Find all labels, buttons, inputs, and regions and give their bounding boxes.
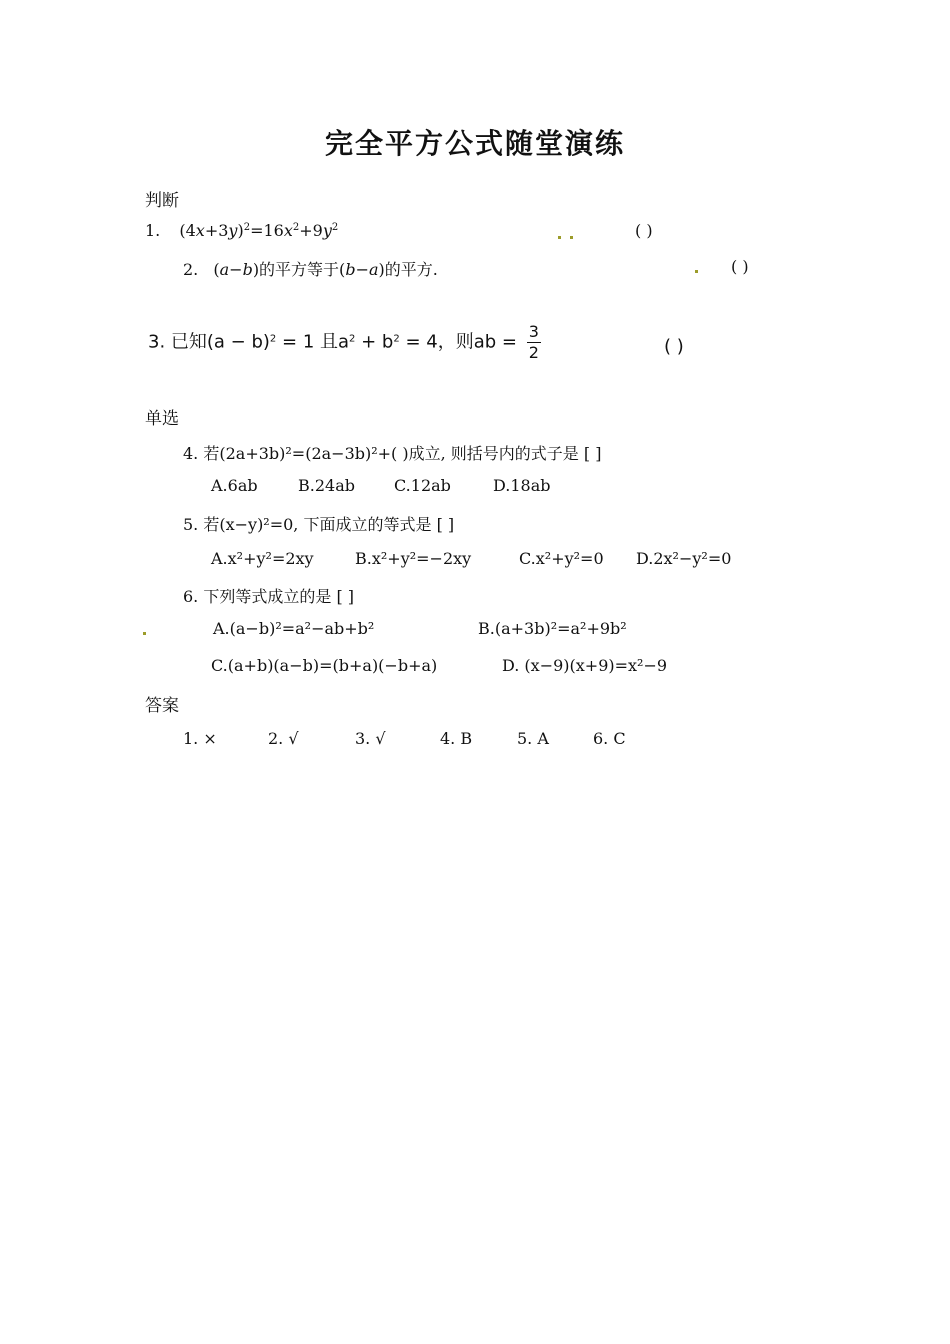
- scan-dot: [570, 236, 573, 239]
- section-judge-heading: 判断: [145, 191, 179, 211]
- question-3: 3. 已知$(a - b)^2 = 1$ 且$a^2 + b^2 = 4$，则ab = $\frac{3}{2}$: [148, 322, 539, 362]
- question-1: 1. $(4x+3y)^2=16x^2+9y^2$: [145, 221, 339, 240]
- section-single-heading: 单选: [145, 409, 179, 429]
- section-answer-heading: 答案: [145, 696, 179, 716]
- question-5-option-c[interactable]: C.x²+y²=0: [519, 549, 604, 568]
- question-4-stem: 4. 若(2a+3b)²=(2a−3b)²+( )成立, 则括号内的式子是 [ ]: [183, 444, 602, 463]
- answer-2: 2. √: [268, 729, 299, 748]
- answer-blank-1[interactable]: ( ): [635, 221, 653, 240]
- answer-blank-3[interactable]: ( ): [664, 336, 684, 357]
- answer-3: 3. √: [355, 729, 386, 748]
- scan-dot: [558, 236, 561, 239]
- question-4-option-c[interactable]: C.12ab: [394, 476, 451, 495]
- question-5-option-d[interactable]: D.2x²−y²=0: [636, 549, 732, 568]
- answer-blank-2[interactable]: ( ): [731, 257, 749, 276]
- question-6-stem: 6. 下列等式成立的是 [ ]: [183, 587, 355, 606]
- scan-dot: [143, 632, 146, 635]
- scan-dot: [695, 270, 698, 273]
- question-6-option-a[interactable]: A.(a−b)²=a²−ab+b²: [213, 619, 375, 638]
- fraction: $\frac{3}{2}$: [528, 322, 539, 362]
- question-5-stem: 5. 若(x−y)²=0, 下面成立的等式是 [ ]: [183, 515, 455, 534]
- question-6-option-b[interactable]: B.(a+3b)²=a²+9b²: [478, 619, 627, 638]
- answer-4: 4. B: [440, 729, 473, 748]
- question-5-option-a[interactable]: A.x²+y²=2xy: [211, 549, 314, 568]
- answer-5: 5. A: [517, 729, 549, 748]
- answer-6: 6. C: [593, 729, 626, 748]
- question-6-option-c[interactable]: C.(a+b)(a−b)=(b+a)(−b+a): [211, 656, 438, 675]
- question-5-option-b[interactable]: B.x²+y²=−2xy: [355, 549, 472, 568]
- question-4-option-d[interactable]: D.18ab: [493, 476, 551, 495]
- question-4-option-b[interactable]: B.24ab: [298, 476, 355, 495]
- page-title: 完全平方公式随堂演练: [324, 127, 625, 160]
- question-2: 2. (a−b)的平方等于(b−a)的平方.: [183, 260, 438, 279]
- question-4-option-a[interactable]: A.6ab: [211, 476, 258, 495]
- question-6-option-d[interactable]: D. (x−9)(x+9)=x²−9: [502, 656, 668, 675]
- answer-1: 1. ×: [183, 729, 217, 748]
